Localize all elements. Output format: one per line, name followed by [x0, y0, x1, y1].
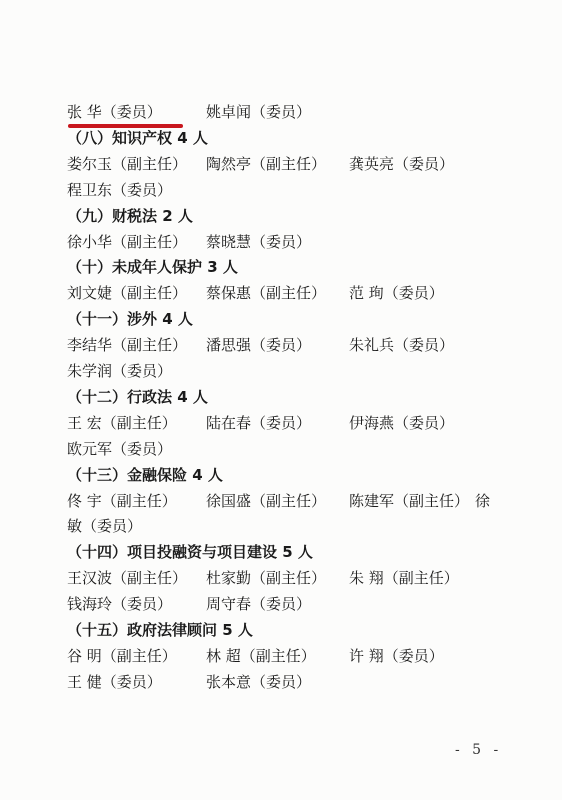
member-entry: 周守春（委员） — [206, 595, 312, 614]
member-entry: 张 华（委员） — [67, 103, 162, 121]
member-row — [67, 333, 532, 357]
member-row — [67, 566, 532, 590]
section-heading: （十二）行政法 4 人 — [67, 387, 208, 406]
member-row — [67, 411, 532, 435]
member-entry: 朱礼兵（委员） — [349, 336, 455, 355]
member-entry: 陶然亭（副主任） — [206, 154, 327, 173]
member-entry: 朱 翔（副主任） — [349, 569, 459, 588]
member-entry: 林 超（副主任） — [206, 646, 316, 665]
member-row — [67, 152, 532, 176]
section-heading: （九）财税法 2 人 — [67, 206, 193, 225]
member-entry: 程卫东（委员） — [67, 180, 173, 199]
section-heading: （十）未成年人保护 3 人 — [67, 258, 238, 277]
member-entry: 谷 明（副主任） — [67, 646, 177, 665]
section-heading: （十三）金融保险 4 人 — [67, 465, 223, 484]
member-entry: 范 珣（委员） — [349, 284, 444, 303]
member-row — [67, 644, 532, 668]
section-heading: （十四）项目投融资与项目建设 5 人 — [67, 543, 313, 562]
page-number: - 5 - — [455, 742, 503, 758]
member-entry: 张本意（委员） — [206, 672, 312, 691]
section-heading: （十一）涉外 4 人 — [67, 310, 193, 329]
member-row — [67, 670, 532, 694]
member-entry: 朱学润（委员） — [67, 362, 173, 380]
member-row — [67, 178, 532, 202]
member-entry: 王 健（委员） — [67, 672, 162, 691]
member-entry: 李结华（副主任） — [67, 336, 188, 355]
member-entry: 蔡保惠（副主任） — [206, 284, 327, 303]
member-entry: 杜家勤（副主任） — [206, 569, 327, 588]
member-entry: 徐国盛（副主任） — [206, 491, 327, 510]
member-row — [67, 100, 532, 124]
section-heading: （十五）政府法律顾问 5 人 — [67, 621, 253, 639]
member-entry: 徐 — [475, 491, 491, 510]
member-entry: 敏（委员） — [67, 517, 143, 536]
member-entry: 欧元军（委员） — [67, 439, 173, 458]
member-row — [67, 489, 532, 513]
member-entry: 娄尔玉（副主任） — [67, 154, 188, 173]
member-entry: 徐小华（副主任） — [67, 232, 188, 251]
member-row — [67, 359, 532, 383]
member-row — [67, 437, 532, 461]
member-entry: 王汉波（副主任） — [67, 569, 188, 588]
member-entry: 佟 宇（副主任） — [67, 491, 177, 510]
member-entry: 刘文婕（副主任） — [67, 284, 188, 303]
member-entry: 蔡晓慧（委员） — [206, 232, 312, 251]
member-entry: 许 翔（委员） — [349, 646, 444, 665]
member-entry: 王 宏（副主任） — [67, 413, 177, 432]
member-entry: 陈建军（副主任） — [349, 491, 470, 510]
section-heading: （八）知识产权 4 人 — [67, 128, 208, 147]
member-entry: 姚卓闻（委员） — [206, 103, 312, 121]
member-entry: 潘思强（委员） — [206, 336, 312, 355]
member-entry: 钱海玲（委员） — [67, 595, 173, 614]
member-entry: 陆在春（委员） — [206, 413, 312, 432]
member-row — [67, 514, 532, 538]
member-entry: 龚英亮（委员） — [349, 154, 455, 173]
member-row — [67, 592, 532, 616]
member-row — [67, 281, 532, 305]
member-row — [67, 230, 532, 254]
member-entry: 伊海燕（委员） — [349, 413, 455, 432]
